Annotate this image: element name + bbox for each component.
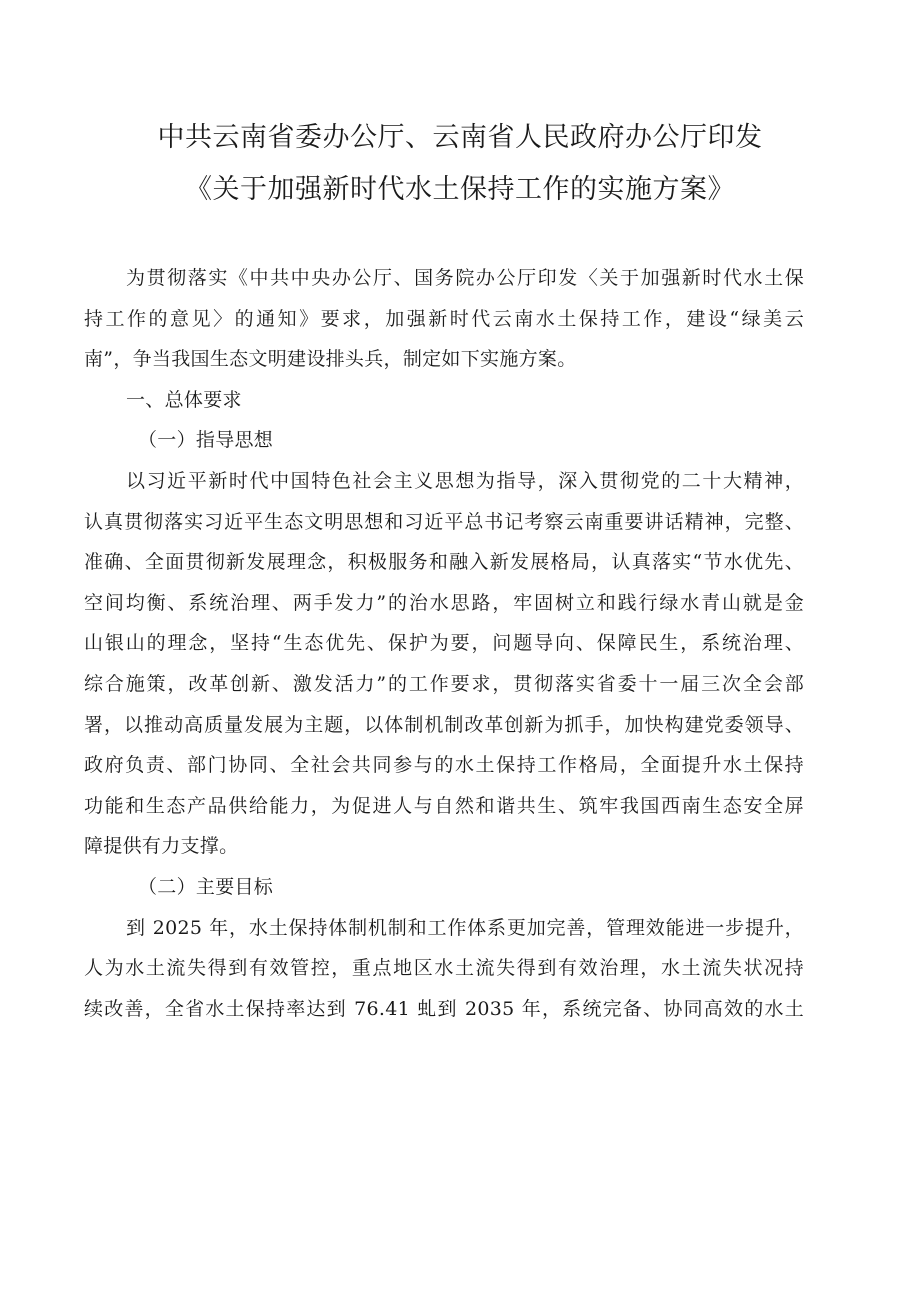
guiding-line: 认真贯彻落实习近平生态文明思想和习近平总书记考察云南重要讲话精神，完整、 xyxy=(84,510,804,533)
guiding-line: 准确、全面贯彻新发展理念，积极服务和融入新发展格局，认真落实“节水优先、 xyxy=(84,551,804,574)
guiding-line: 政府负责、部门协同、全社会共同参与的水土保持工作格局，全面提升水土保持 xyxy=(84,754,804,777)
guiding-line: 空间均衡、系统治理、两手发力”的治水思路，牢固树立和践行绿水青山就是金 xyxy=(84,591,804,614)
guiding-line: 综合施策，改革创新、激发活力”的工作要求，贯彻落实省委十一届三次全会部 xyxy=(84,672,804,695)
document-body xyxy=(84,258,804,1029)
goals-paragraph xyxy=(84,908,804,1030)
guiding-line: 以习近平新时代中国特色社会主义思想为指导，深入贯彻党的二十大精神， xyxy=(126,469,804,492)
document-title xyxy=(0,112,920,216)
goal-line: 到 2025 年，水土保持体制机制和工作体系更加完善，管理效能进一步提升， xyxy=(126,916,804,939)
intro-line: 为贯彻落实《中共中央办公厅、国务院办公厅印发〈关于加强新时代水土保 xyxy=(126,267,804,289)
guiding-paragraph xyxy=(84,461,804,867)
guiding-line: 山银山的理念，坚持“生态优先、保护为要，问题导向、保障民生，系统治理、 xyxy=(84,632,804,655)
title-line-1: 中共云南省委办公厅、云南省人民政府办公厅印发 xyxy=(157,122,763,153)
goal-line: 人为水土流失得到有效管控，重点地区水土流失得到有效治理，水土流失状况持 xyxy=(84,957,804,980)
title-line-2: 《关于加强新时代水土保持工作的实施方案》 xyxy=(185,174,735,205)
guiding-line: 功能和生态产品供给能力，为促进人与自然和谐共生、筑牢我国西南生态安全屏 xyxy=(84,794,804,817)
guiding-line: 障提供有力支撑。 xyxy=(84,835,239,858)
section-heading: 一、总体要求 xyxy=(126,388,242,411)
intro-paragraph xyxy=(84,258,804,380)
intro-line: 持工作的意见〉的通知》要求，加强新时代云南水土保持工作，建设“绿美云 xyxy=(84,307,804,330)
subsection-heading-goals: （二）主要目标 xyxy=(138,875,274,898)
goal-line: 续改善，全省水土保持率达到 76.41 虬到 2035 年，系统完备、协同高效的水土 xyxy=(84,997,804,1020)
guiding-line: 署，以推动高质量发展为主题，以体制机制改革创新为抓手，加快构建党委领导、 xyxy=(84,713,804,736)
intro-line: 南”，争当我国生态文明建设排头兵，制定如下实施方案。 xyxy=(84,348,577,371)
subsection-heading-guiding: （一）指导思想 xyxy=(138,429,274,452)
